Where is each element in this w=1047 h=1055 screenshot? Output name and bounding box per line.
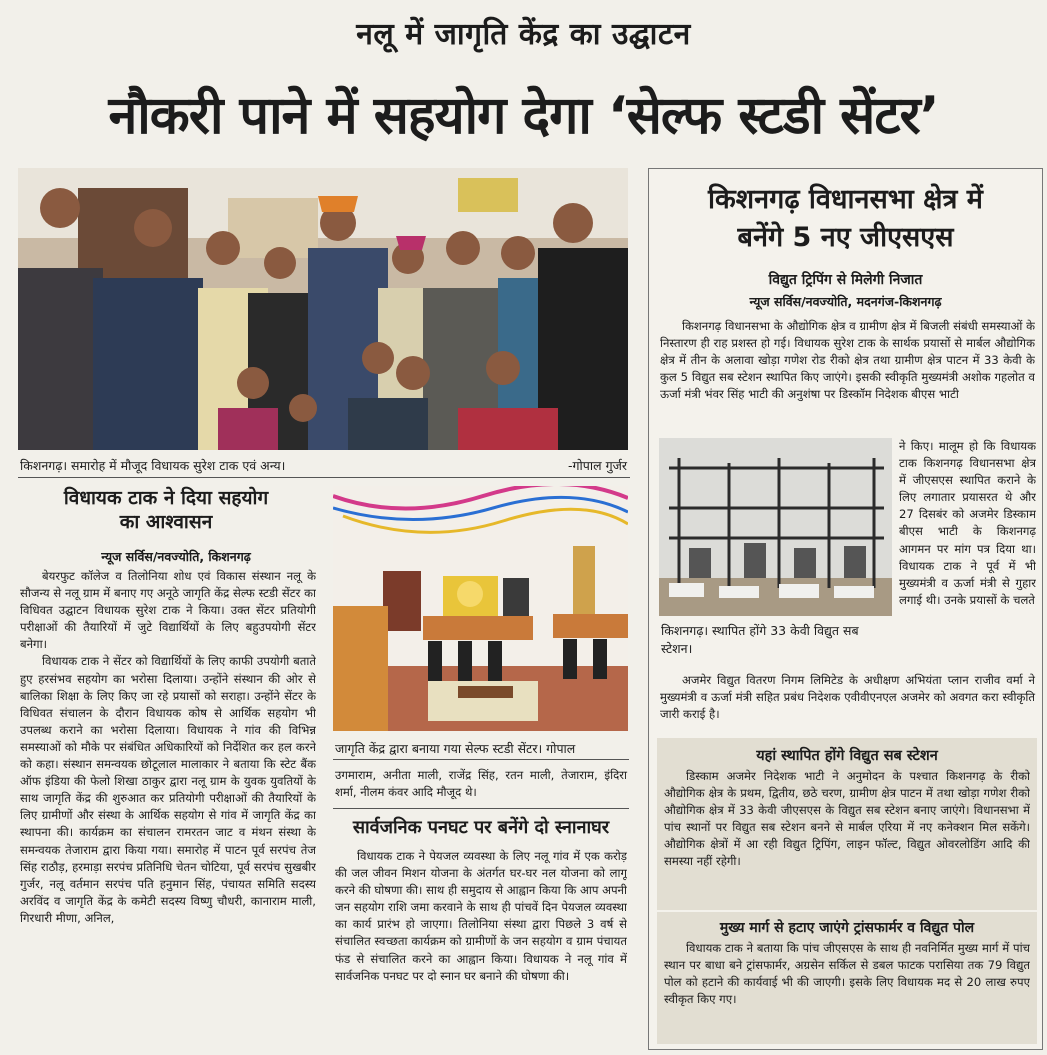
infobox2-title: मुख्य मार्ग से हटाए जाएंगे ट्रांसफार्मर व विद्युत पोल [719,920,975,936]
right-deck: विद्युत ट्रिपिंग से मिलेगी निजात [768,272,923,288]
infobox2-body [664,940,1030,1042]
right-headline-line2: बनेंगे 5 नए जीएसएस [737,222,954,253]
article2-rule [333,808,629,809]
article1-paragraph-2: विधायक टाक ने सेंटर को विद्यार्थियों के लिए काफी उपयोगी बताते हुए हरसंभव सहयोग का भरोसा दिलाया। उन्होंने संस्थान की ओर से बालिका शिक्षा के लिए किए जा रहे प्रयासों को सराहा। उन्होंने सेंटर के विधिवत संचालन के दौरान विधायक कोष से आर्थिक सहयोग भी उपलब्ध कराने का भरोसा दिलाया। विधायक ने गांव की विभिन्न समस्याओं को मौके पर संबंधित अधिकारियों को निर्देशित कर हल करने को कहा। संस्थान समन्वयक छोटूलाल मालाकार ने बताया कि स्टेट बैंक ऑफ इंडिया की फेलो शिखा ठाकुर द्वारा नलू ग्राम के युवक युवतियों के साथ जागृति केंद्र की शुरुआत कर प्रतियोगी परीक्षाओं की तैयारियों के लिए ग्रामीणों और संस्था के आर्थिक सहयोग से गांव में जागृति केंद्र का स्थापना की। कार्यक्रम का संचालन रामरतन जाट व मंथन संस्था के समन्वयक तेजाराम द्वारा किया गया। समारोह में पाटन पूर्व सरपंच तेज सिंह राठौड़, हरमाड़ा सरपंच प्रतिनिधि चेतन चोटिया, पूर्व सरपंच सुखबीर गुर्जर, नलू वर्तमान सरपंच पति हनुमान सिंह, पंचायत समिति सदस्य अरविंद व जागृति केंद्र के कमेटी सदस्य विष्णु चौधरी, कानाराम माली, गिरधारी मीणा, अनिल, [20,654,316,925]
photo1-caption: किशनगढ़। समारोह में मौजूद विधायक सुरेश टाक एवं अन्य। [20,458,286,473]
article1-body [20,568,316,1046]
group-photo [18,168,628,450]
study-center-photo [333,486,628,731]
photo1-credit: -गोपाल गुर्जर [568,458,627,473]
infobox1-title: यहां स्थापित होंगे विद्युत सब स्टेशन [756,748,938,764]
photo2-caption: जागृति केंद्र द्वारा बनाया गया सेल्फ स्टडी सेंटर। गोपाल [335,741,576,756]
right-paragraph-side: ने किए। मालूम हो कि विधायक टाक किशनगढ़ विधानसभा क्षेत्र में जीएसएस स्थापित कराने के लिए लगातार प्रयासरत थे और 27 दिसबंर को अजमेर डिस्काम बीएस भाटी के किशनगढ़ आगमन पर मांग पत्र दिया था। विधायक टाक ने पूर्व में भी मुख्यमंत्री व ऊर्जा मंत्री से गुहार लगाई थी। उनके प्रयासों के चलते [899,439,1036,607]
substation-photo [659,438,892,616]
right-para-bottom [660,672,1035,723]
infobox1-text: डिस्काम अजमेर निदेशक भाटी ने अनुमोदन के पश्चात किशनगढ़ के रीको औद्योगिक क्षेत्र के प्रथम, द्वितीय, छठे चरण, ग्रामीण क्षेत्र पाटन में तथा खोड़ा गणेश रीको औद्योगिक क्षेत्र में 33 केवी जीएसएस के विद्युत सब स्टेशन बनाए जाएंगे। विधानसभा में पांच स्थानों पर विद्युत सब स्टेशन बनने से मार्बल एरिया में नए कनेक्शन मिल सकेंगे। औद्योगिक क्षेत्रों में आ रही विद्युत ट्रिपिंग, लाइन फॉल्ट, विद्युत ओवरलोडिंग आदि की समस्या नहीं रहेगी। [664,769,1030,869]
caption-rule [18,477,630,478]
article1-paragraph-1: बेयरफुट कॉलेज व तिलोनिया शोध एवं विकास संस्थान नलू के सौजन्य से नलू ग्राम में बनाए गए अनूठे जागृति केंद्र सेल्फ स्टडी सेंटर का विधिवत उद्घाटन विधायक सुरेश टाक ने किया। उक्त सेंटर प्रतियोगी परीक्षाओं की तैयारियों में जुटे विद्यार्थियों के लिए बहुउपयोगी सेंटर बनेगा। [20,569,316,652]
infobox1-body [664,768,1030,908]
right-paragraph-top: किशनगढ़ विधानसभा के औद्योगिक क्षेत्र व ग्रामीण क्षेत्र में बिजली संबंधी समस्याओं के निस्तारण ही राह प्रशस्त हो गई। विधायक सुरेश टाक के सार्थक प्रयासों से मार्बल औद्योगिक क्षेत्र में तीन के अलावा खोड़ा गणेश रोड रीको क्षेत्र तथा ग्रामीण क्षेत्र पाटन में 33 केवी के कुल 5 विद्युत सब स्टेशन स्थापित किए जाएंगे। इसकी स्वीकृति मुख्यमंत्री अशोक गहलोत व ऊर्जा मंत्री भंवर सिंह भाटी की अनुशंषा पर डिस्कॉम निदेशक बीएस भाटी [660,319,1035,402]
photo2-rule [333,759,629,760]
right-paragraph-bottom: अजमेर विद्युत वितरण निगम लिमिटेड के अधीक्षण अभियंता प्लान राजीव वर्मा ने मुख्यमंत्री व ऊर्जा मंत्री सहित प्रबंध निदेशक एवीवीएनएल अजमेर को अवगत करा स्वीकृति जारी कराई है। [660,673,1035,722]
main-headline: नौकरी पाने में सहयोग देगा ‘सेल्फ स्टडी सेंटर’ [108,86,939,146]
infobox2-text: विधायक टाक ने बताया कि पांच जीएसएस के साथ ही नवनिर्मित मुख्य मार्ग में पांच स्थान पर बाधा बने ट्रांसफार्मर, अग्रसेन सर्किल से डबल फाटक परासिया तक 79 विद्युत पोल को हटाने की कार्यवाई भी की जाएगी। इसके लिए विधायक मद से 20 लाख रुपए स्वीकृत किए गए। [664,941,1030,1007]
article2-body [335,848,627,1048]
kicker-heading: नलू में जागृति केंद्र का उद्घाटन [356,17,691,52]
right-dateline: न्यूज सर्विस/नवज्योति, मदनगंज-किशनगढ़ [749,294,942,309]
right-para-top [660,318,1035,440]
substation-caption: किशनगढ़। स्थापित होंगे 33 केवी विद्युत सब स्टेशन। [661,623,859,656]
article2-subhead: सार्वजनिक पनघट पर बनेंगे दो स्नानाघर [352,817,610,838]
article1-dateline: न्यूज सर्विस/नवज्योति, किशनगढ़ [101,549,251,564]
article1-continued: उगमाराम, अनीता माली, राजेंद्र सिंह, रतन माली, तेजाराम, इंदिरा शर्मा, नीलम कंवर आदि मौजूद थे। [335,768,627,800]
article2-paragraph: विधायक टाक ने पेयजल व्यवस्था के लिए नलू गांव में एक करोड़ की जल जीवन मिशन योजना के अंतर्गत घर-घर नल योजना को लागू करने की घोषणा की। साथ ही समुदाय से आह्वान किया कि आप अपनी जन सहयोग राशि जमा करवाने के साथ ही पांचवें दिन पेयजल व्यवस्था का कार्य प्रारंभ हो जाएगा। तिलोनिया संस्था द्वारा पिछले 3 वर्ष से संचालित स्वच्छता कार्यक्रम को ग्रामीणों के जन सहयोग व ग्राम पंचायत फंड से संचालित करने का आह्वान किया। विधायक ने नलू गांव में सार्वजनिक पनघट पर दो स्नान घर बनाने की घोषणा की। [335,849,627,983]
right-headline-line1: किशनगढ़ विधानसभा क्षेत्र में [708,184,983,215]
article1-subhead: विधायक टाक ने दिया सहयोग का आश्वासन [63,487,269,533]
right-para-side [899,438,1036,670]
